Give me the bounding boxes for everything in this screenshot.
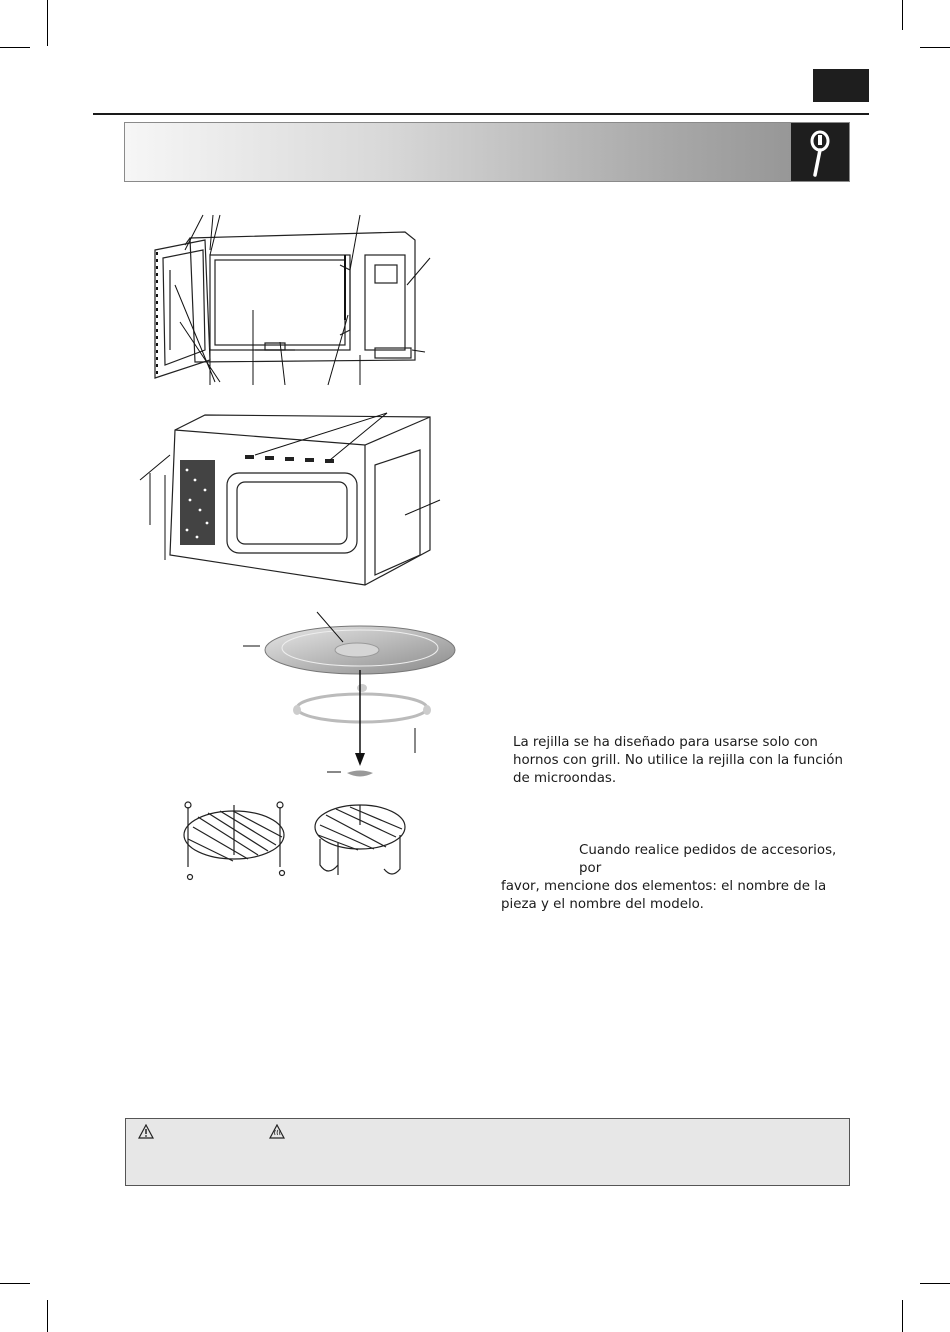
microwave-front-illustration — [135, 210, 435, 390]
crop-mark — [47, 1300, 48, 1332]
microwave-rear-illustration — [135, 405, 445, 595]
crop-mark — [920, 1283, 950, 1284]
hot-surface-triangle-icon — [269, 1124, 285, 1139]
warning-box — [125, 1118, 850, 1186]
rack-note-line: hornos con grill. No utilice la rejilla con la función — [513, 753, 843, 768]
rack-note — [513, 734, 853, 788]
accessory-note-line: Cuando realice pedidos de accesorios, por — [579, 843, 837, 876]
rack-note-line: La rejilla se ha diseñado para usarse solo con — [513, 735, 818, 750]
header-rule — [93, 113, 869, 115]
accessory-note — [501, 842, 846, 914]
accessory-note-line: pieza y el nombre del modelo. — [501, 897, 704, 912]
warning-triangle-icon — [138, 1124, 154, 1139]
crop-mark — [0, 47, 30, 48]
grill-racks-illustration — [178, 795, 438, 890]
crop-mark — [902, 1300, 903, 1332]
crop-mark — [920, 47, 950, 48]
turntable-assembly-illustration — [235, 608, 465, 783]
book-info-icon — [791, 123, 849, 181]
crop-mark — [0, 1283, 30, 1284]
accessory-note-line: favor, mencione dos elementos: el nombre de la — [501, 879, 827, 894]
language-tab — [813, 69, 869, 102]
crop-mark — [902, 0, 903, 30]
section-header-band — [124, 122, 850, 182]
rack-note-line: de microondas. — [513, 771, 617, 786]
crop-mark — [47, 0, 48, 46]
